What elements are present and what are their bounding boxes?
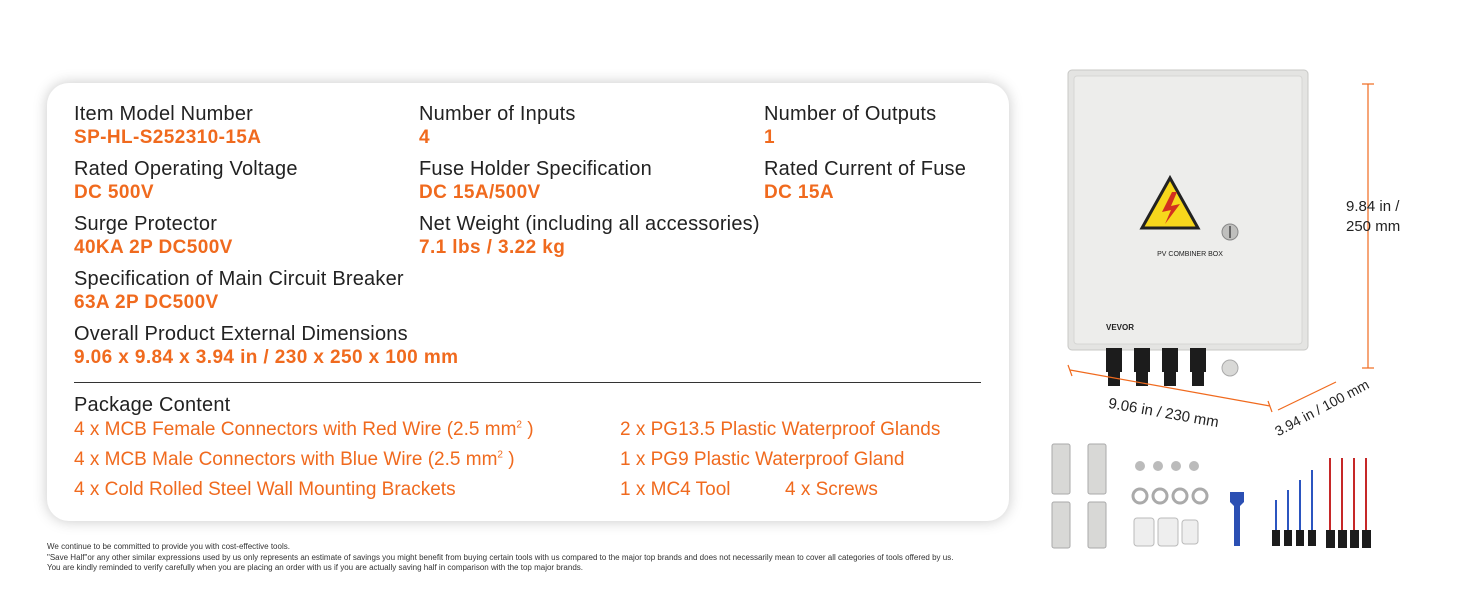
close-paren: )	[521, 419, 534, 440]
male-connectors-text: 4 x MCB Male Connectors with Blue Wire (2.5 mm	[74, 449, 498, 470]
package-glands-pg135: 2 x PG13.5 Plastic Waterproof Glands	[620, 419, 941, 440]
breaker-label: Specification of Main Circuit Breaker	[74, 268, 404, 290]
box-brand-logo: VEVOR	[1106, 323, 1135, 332]
model-value: SP-HL-S252310-15A	[74, 127, 262, 148]
female-connectors-text: 4 x MCB Female Connectors with Red Wire (2.5 mm	[74, 419, 517, 440]
package-male-connectors	[74, 449, 515, 471]
spec-dimensions	[74, 323, 458, 369]
mc4-tool-icon	[1230, 492, 1244, 546]
package-gland-pg9: 1 x PG9 Plastic Waterproof Gland	[620, 449, 905, 470]
outputs-value: 1	[764, 127, 775, 148]
spec-inputs	[419, 103, 576, 149]
disclaimer-line-3: You are kindly reminded to verify carefully when you are placing an order with us if you are actually saving half in comparison with the top major brands.	[47, 563, 583, 572]
dimensions-value: 9.06 x 9.84 x 3.94 in / 230 x 250 x 100 mm	[74, 347, 459, 368]
voltage-value: DC 500V	[74, 182, 154, 203]
box-label: PV COMBINER BOX	[1157, 251, 1223, 258]
width-dimension: 9.06 in / 230 mm	[1107, 395, 1221, 432]
package-female-connectors	[74, 419, 534, 441]
voltage-label: Rated Operating Voltage	[74, 158, 298, 180]
inputs-label: Number of Inputs	[419, 103, 576, 125]
disclaimer-line-1: We continue to be committed to provide you with cost-effective tools.	[47, 542, 290, 551]
weight-label: Net Weight (including all accessories)	[419, 213, 760, 235]
spec-outputs	[764, 103, 936, 149]
package-screws: 4 x Screws	[785, 479, 878, 500]
fuse-current-value: DC 15A	[764, 182, 834, 203]
package-title: Package Content	[74, 394, 231, 416]
accessories	[1052, 444, 1371, 548]
package-mc4-tool: 1 x MC4 Tool	[620, 479, 731, 500]
spec-voltage	[74, 158, 298, 204]
package-brackets: 4 x Cold Rolled Steel Wall Mounting Brackets	[74, 479, 456, 500]
superscript-two: 2	[516, 419, 522, 431]
outputs-label: Number of Outputs	[764, 103, 937, 125]
spec-surge	[74, 213, 233, 259]
spec-fuse-holder	[419, 158, 652, 204]
superscript-two: 2	[497, 449, 503, 461]
gland	[1222, 360, 1238, 376]
disclaimer-line-2: "Save Half"or any other similar expressions used by us only represents an estimate of savings you might benefit from buying certain tools with us compared to the major top brands and does not necessarily mean to cover all categories of tools offered by us.	[47, 552, 954, 562]
spec-breaker	[74, 268, 404, 314]
fuse-current-label: Rated Current of Fuse	[764, 158, 967, 180]
surge-label: Surge Protector	[74, 213, 218, 235]
spec-model	[74, 103, 261, 149]
close-paren: )	[502, 449, 515, 470]
fuse-holder-label: Fuse Holder Specification	[419, 158, 652, 180]
fuse-holder-value: DC 15A/500V	[419, 182, 541, 203]
dimensions-label: Overall Product External Dimensions	[74, 323, 408, 345]
combiner-box	[1068, 70, 1308, 386]
surge-value: 40KA 2P DC500V	[74, 237, 233, 258]
mc4-connectors	[1106, 348, 1206, 386]
depth-dimension: 3.94 in / 100 mm	[1272, 376, 1372, 440]
product-illustration	[1040, 60, 1460, 600]
model-label: Item Model Number	[74, 103, 254, 125]
spec-weight	[419, 213, 760, 259]
height-dimension-line2: 250 mm	[1346, 218, 1401, 235]
height-dimension-line1: 9.84 in /	[1346, 198, 1400, 215]
section-divider	[74, 382, 981, 383]
disclaimer	[47, 542, 953, 574]
breaker-value: 63A 2P DC500V	[74, 292, 219, 313]
weight-value: 7.1 lbs / 3.22 kg	[419, 237, 566, 258]
inputs-value: 4	[419, 127, 430, 148]
spec-fuse-current	[764, 158, 966, 204]
